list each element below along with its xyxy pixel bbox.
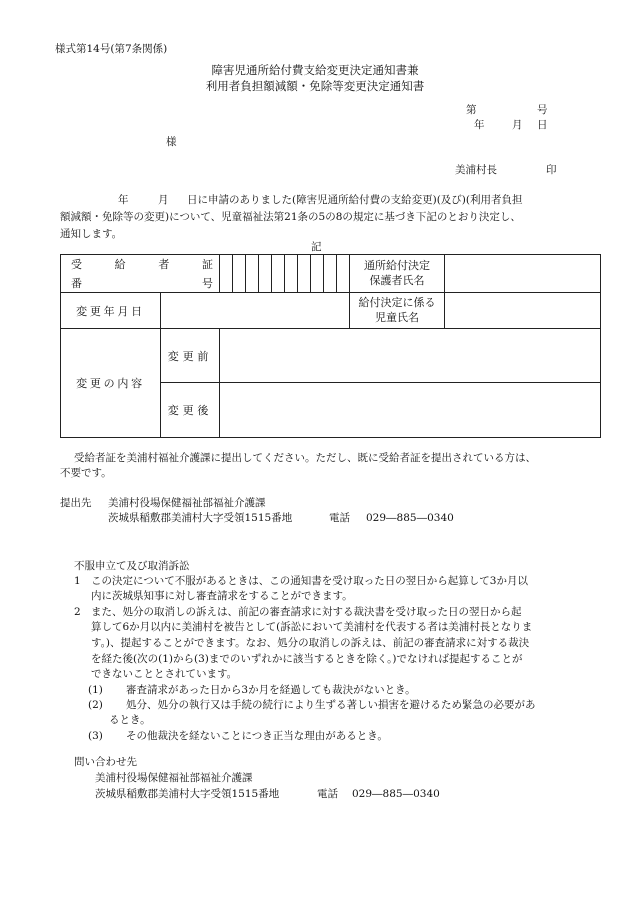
guardian-name-label: 通所給付決定 保護者氏名 [350, 255, 445, 293]
certificate-digit-6[interactable] [285, 255, 298, 293]
form-number: 様式第14号(第7条関係) [55, 43, 168, 55]
appeal-item2-line1: また、処分の取消しの訴えは、前記の審査請求に対する裁決書を受け取った日の翌日から起 [91, 606, 522, 618]
appeal-item2-line2: 算して6か月以内に美浦村を被告として(訴訟において美浦村を代表する者は美浦村長となりま [91, 621, 533, 633]
body-text-line3: 通知します。 [60, 228, 123, 240]
appeal-sub3-text: その他裁決を経ないことにつき正当な理由があるとき。 [126, 730, 388, 742]
child-name-label: 給付決定に係る 児童氏名 [350, 293, 445, 329]
certificate-digit-1[interactable] [220, 255, 233, 293]
certificate-digit-2[interactable] [233, 255, 246, 293]
certificate-digit-3[interactable] [246, 255, 259, 293]
appeal-item2-line4: を経た後(次の(1)から(3)までのいずれかに該当するときを除く。)でなければ提起することが [91, 653, 523, 665]
appeal-sub1-number: (1) [88, 684, 103, 696]
notice-line2: 不要です。 [60, 467, 112, 479]
appeal-item1-line2: 内に茨城県知事に対し審査請求をすることができます。 [91, 590, 353, 602]
submission-label: 提出先 [60, 497, 92, 509]
contact-phone: 029―885―0340 [352, 788, 440, 800]
certificate-number-label: 受 給 者 証 番 号 [61, 255, 220, 293]
certificate-digit-10[interactable] [337, 255, 350, 293]
change-date-label: 変更年月日 [61, 293, 161, 329]
body-text-line2: 額減額・免除等の変更)について、児童福祉法第21条の5の8の規定に基づき下記のとおり決定し、 [60, 211, 521, 223]
decision-form-table [60, 254, 601, 438]
issuer-name: 美浦村長 [455, 164, 497, 176]
appeal-sub2-number: (2) [88, 699, 103, 711]
body-date-year: 年 [118, 194, 129, 206]
body-text-line1: 日に申請のありました(障害児通所給付費の支給変更)(及び)(利用者負担 [187, 194, 523, 206]
document-title-line2: 利用者負担額減額・免除等変更決定通知書 [205, 79, 425, 93]
number-label-go: 号 [537, 104, 548, 116]
contact-office: 美浦村役場保健福祉部福祉介護課 [95, 772, 253, 784]
table-row-change-date [61, 293, 601, 329]
appeal-item1-number: 1 [74, 575, 81, 587]
guardian-name-field[interactable] [445, 255, 601, 293]
appeal-sub2-line2: るとき。 [109, 714, 151, 726]
appeal-sub1-text: 審査請求があった日から3か月を経過しても裁決がないとき。 [126, 684, 416, 696]
document-title-line1: 障害児通所給付費支給変更決定通知書兼 [211, 63, 419, 77]
appeal-item1-line1: この決定について不服があるときは、この通知書を受け取った日の翌日から起算して3か月以 [91, 575, 528, 587]
notice-line1: 受給者証を美浦村福祉介護課に提出してください。ただし、既に受給者証を提出されている方は、 [74, 452, 536, 464]
table-row-certificate [61, 255, 601, 293]
appeal-item2-line5: できないこととされています。 [91, 668, 238, 680]
certificate-digit-8[interactable] [311, 255, 324, 293]
submission-office: 美浦村役場保健福祉部福祉介護課 [108, 497, 266, 509]
appeal-sub2-line1: 処分、処分の執行又は手続の続行により生ずる著しい損害を避けるため緊急の必要があ [126, 699, 536, 711]
date-year-label: 年 [474, 119, 485, 131]
change-date-field[interactable] [161, 293, 350, 329]
submission-phone-label: 電話 [329, 512, 350, 524]
recipient-suffix: 様 [166, 136, 177, 148]
child-name-field[interactable] [445, 293, 601, 329]
contact-address: 茨城県稲敷郡美浦村大字受領1515番地 [95, 788, 280, 800]
contact-phone-label: 電話 [317, 788, 338, 800]
ki-marker: 記 [311, 241, 322, 253]
appeal-item2-line3: す。)、提起することができます。なお、処分の取消しの訴えは、前記の審査請求に対する裁決 [91, 637, 530, 649]
change-content-label: 変更の内容 [61, 329, 161, 438]
body-date-month: 月 [158, 194, 169, 206]
appeal-heading: 不服申立て及び取消訴訟 [74, 560, 190, 572]
certificate-digit-7[interactable] [298, 255, 311, 293]
submission-phone: 029―885―0340 [366, 512, 454, 524]
change-after-label: 変更後 [161, 383, 220, 438]
certificate-digit-9[interactable] [324, 255, 337, 293]
issuer-seal: 印 [546, 164, 557, 176]
table-row-change-before [61, 329, 601, 383]
date-month-label: 月 [512, 119, 523, 131]
certificate-digit-5[interactable] [272, 255, 285, 293]
date-day-label: 日 [537, 119, 548, 131]
submission-address: 茨城県稲敷郡美浦村大字受領1515番地 [108, 512, 293, 524]
change-before-field[interactable] [220, 329, 601, 383]
change-before-label: 変更前 [161, 329, 220, 383]
contact-heading: 問い合わせ先 [74, 756, 137, 768]
appeal-sub3-number: (3) [88, 730, 103, 742]
number-label-dai: 第 [466, 104, 477, 116]
change-after-field[interactable] [220, 383, 601, 438]
certificate-digit-4[interactable] [259, 255, 272, 293]
appeal-item2-number: 2 [74, 606, 81, 618]
